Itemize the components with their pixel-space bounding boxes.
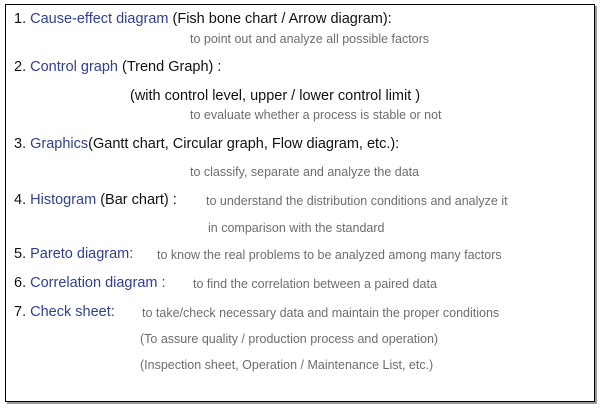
item-7-description: to take/check necessary data and maintain the proper conditions xyxy=(142,306,500,320)
item-2-term: Control graph xyxy=(30,59,118,75)
item-4-paren: (Bar chart) : xyxy=(96,192,177,208)
item-3-number: 3. xyxy=(14,136,27,152)
item-1-term: Cause-effect diagram xyxy=(30,11,169,27)
item-2-heading xyxy=(14,60,221,75)
item-4-number: 4. xyxy=(14,192,27,208)
item-2-note: (with control level, upper / lower control limit ) xyxy=(130,88,421,104)
item-5-description: to know the real problems to be analyzed among many factors xyxy=(157,248,502,262)
item-3-paren: (Gantt chart, Circular graph, Flow diagram, etc.): xyxy=(88,136,400,152)
item-1-description: to point out and analyze all possible factors xyxy=(190,32,430,46)
item-6-term: Correlation diagram : xyxy=(30,275,166,291)
item-4-term: Histogram xyxy=(30,192,97,208)
item-4-description: to understand the distribution conditions and analyze it xyxy=(206,194,508,208)
item-3-description: to classify, separate and analyze the data xyxy=(190,165,420,179)
item-4-description-2: in comparison with the standard xyxy=(208,221,385,235)
item-7-term: Check sheet: xyxy=(30,304,115,320)
item-6-number: 6. xyxy=(14,275,27,291)
item-4-heading xyxy=(14,193,177,208)
item-6-description: to find the correlation between a paired data xyxy=(193,277,437,291)
item-7-heading xyxy=(14,305,115,320)
item-3-heading xyxy=(14,137,399,152)
item-2-number: 2. xyxy=(14,59,27,75)
item-7-description-2: (To assure quality / production process and operation) xyxy=(140,332,439,346)
item-5-number: 5. xyxy=(14,246,27,262)
item-2-description: to evaluate whether a process is stable or not xyxy=(190,108,442,122)
item-1-heading xyxy=(14,12,392,27)
item-1-number: 1. xyxy=(14,11,27,27)
item-1-paren: (Fish bone chart / Arrow diagram): xyxy=(168,11,392,27)
item-6-heading xyxy=(14,276,166,291)
item-3-term: Graphics xyxy=(30,136,89,152)
item-5-heading xyxy=(14,247,133,262)
item-7-number: 7. xyxy=(14,304,27,320)
item-2-paren: (Trend Graph) : xyxy=(117,59,222,75)
item-5-term: Pareto diagram: xyxy=(30,246,134,262)
item-7-description-3: (Inspection sheet, Operation / Maintenance List, etc.) xyxy=(140,358,434,372)
